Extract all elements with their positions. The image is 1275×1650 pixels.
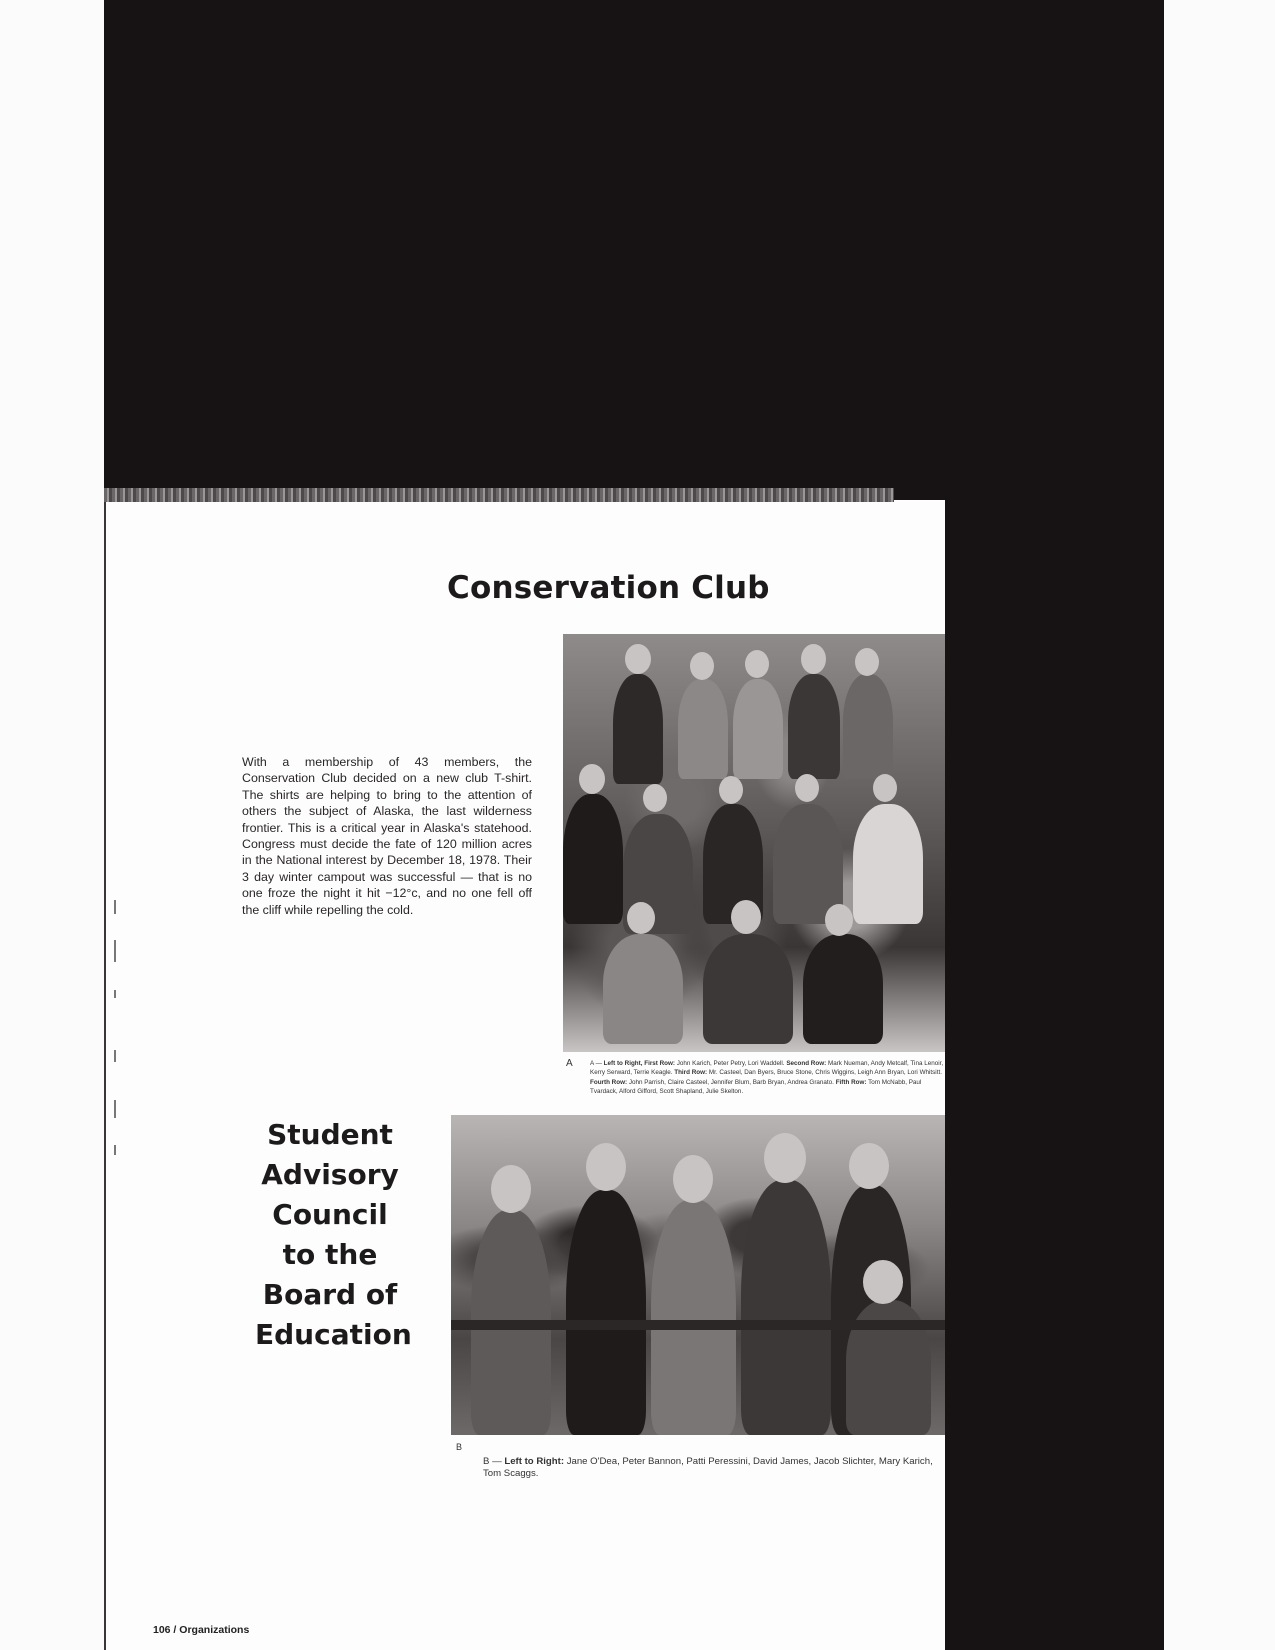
conservation-club-body: With a membership of 43 members, the Conservation Club decided on a new club T-shirt. The shirts are helping to bring to the attention of others the subject of Alaska, the last wilderness frontier. This is a critical year in Alaska's statehood. Congress must decide the fate of 120 million acres in the National interest by December 18, 1978. Their 3 day winter campout was successful — that is no one froze the night it hit −12°c, and no one fell off the cliff while repelling the cold. bbox=[242, 755, 532, 917]
page-edge-strip bbox=[104, 488, 894, 502]
student-advisory-council-caption: B — Left to Right: Jane O'Dea, Peter Bannon, Patti Peressini, David James, Jacob Slichter, Mary Karich, Tom Scaggs. bbox=[483, 1456, 933, 1480]
scan-right-margin bbox=[1164, 0, 1275, 1650]
conservation-club-caption: A — Left to Right, First Row: John Karich, Peter Petry, Lori Waddell. Second Row: Mark Nueman, Andy Metcalf, Tina Lenoir, Kerry Serward, Terrie Keagle. Third Row: Mr. Casteel, Dan Byers, Bruce Stone, Chris Wiggins, Leigh Ann Bryan, Lori Whitsitt. Fourth Row: John Parrish, Claire Casteel, Jennifer Blum, Barb Bryan, Andrea Granato. Fifth Row: Tom McNabb, Paul Tvardack, Alford Gifford, Scott Shapland, Julie Skelton. bbox=[590, 1060, 944, 1096]
conservation-club-title: Conservation Club bbox=[447, 570, 770, 606]
scan-background-top bbox=[104, 0, 1164, 500]
scan-left-margin bbox=[0, 0, 104, 1650]
binding-marks bbox=[114, 900, 118, 1160]
page-edge-shadow bbox=[104, 502, 106, 1650]
student-advisory-council-photo bbox=[451, 1115, 945, 1435]
student-advisory-council-title: Student Advisory Council to the Board of Education bbox=[255, 1118, 412, 1351]
conservation-club-photo bbox=[563, 634, 945, 1052]
page-footer: 106 / Organizations bbox=[153, 1624, 250, 1636]
photo-a-label: A bbox=[566, 1058, 573, 1069]
photo-b-label: B bbox=[456, 1442, 463, 1452]
scan-background-right bbox=[945, 500, 1164, 1650]
